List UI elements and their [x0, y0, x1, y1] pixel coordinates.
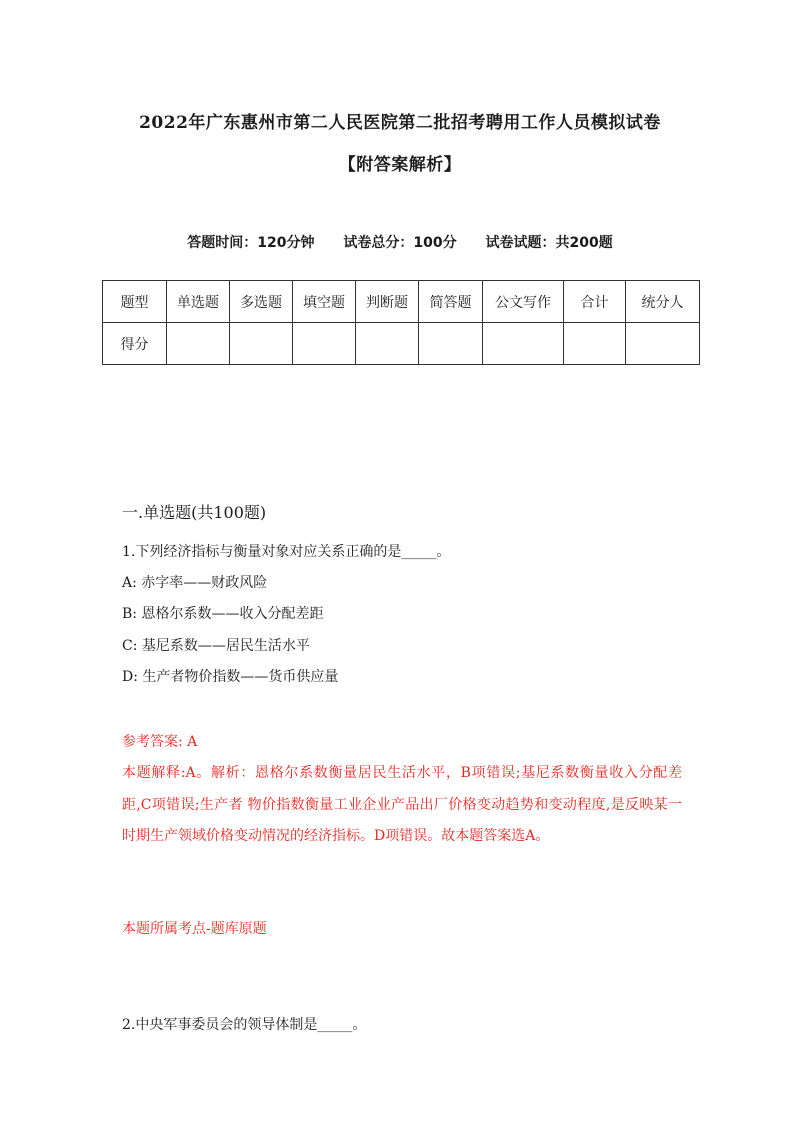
- score-cell: [626, 323, 700, 365]
- exam-question-count: 试卷试题：共200题: [485, 235, 613, 251]
- score-cell: [564, 323, 626, 365]
- score-cell: [356, 323, 419, 365]
- score-row-label: 得分: [103, 323, 167, 365]
- score-table-header-cell: 单选题: [167, 281, 230, 323]
- question-2-stem: 2.中央军事委员会的领导体制是_____。: [122, 1017, 367, 1033]
- question-1-topic: 本题所属考点-题库原题: [122, 921, 267, 937]
- score-table-header-cell: 简答题: [419, 281, 483, 323]
- score-table-header-cell: 公文写作: [483, 281, 564, 323]
- score-cell: [483, 323, 564, 365]
- question-1-stem: 1.下列经济指标与衡量对象对应关系正确的是_____。: [122, 544, 451, 560]
- exam-meta: [0, 232, 800, 252]
- section-heading: 一.单选题(共100题): [122, 503, 267, 522]
- question-1-option-d: D: 生产者物价指数——货币供应量: [122, 669, 339, 685]
- score-table-header-cell: 多选题: [230, 281, 293, 323]
- score-table-score-row: [103, 323, 700, 365]
- question-1-option-b: B: 恩格尔系数——收入分配差距: [122, 606, 324, 622]
- score-table-header-cell: 统分人: [626, 281, 700, 323]
- score-table-header-cell: 填空题: [293, 281, 356, 323]
- score-cell: [293, 323, 356, 365]
- score-cell: [230, 323, 293, 365]
- score-cell: [167, 323, 230, 365]
- score-cell: [419, 323, 483, 365]
- question-1-option-c: C: 基尼系数——居民生活水平: [122, 638, 310, 654]
- score-table: [102, 280, 700, 365]
- question-1-explanation: 本题解释:A。解析：恩格尔系数衡量居民生活水平，B项错误;基尼系数衡量收入分配差距,C项错误;生产者 物价指数衡量工业企业产品出厂价格变动趋势和变动程度,是反映某一时期生产领域价格变动情况的经济指标。D项错误。故本题答案选A。: [122, 765, 682, 844]
- question-1-option-a: A: 赤字率——财政风险: [122, 575, 268, 591]
- score-table-header-cell: 合计: [564, 281, 626, 323]
- exam-total-score: 试卷总分：100分: [343, 235, 457, 251]
- exam-time: 答题时间：120分钟: [187, 235, 315, 251]
- score-table-header-cell: 题型: [103, 281, 167, 323]
- document-subtitle: 【附答案解析】: [338, 155, 462, 175]
- question-1-answer: 参考答案: A: [122, 734, 198, 750]
- score-table-header-row: [103, 281, 700, 323]
- document-title: 2022年广东惠州市第二人民医院第二批招考聘用工作人员模拟试卷: [139, 113, 661, 133]
- score-table-header-cell: 判断题: [356, 281, 419, 323]
